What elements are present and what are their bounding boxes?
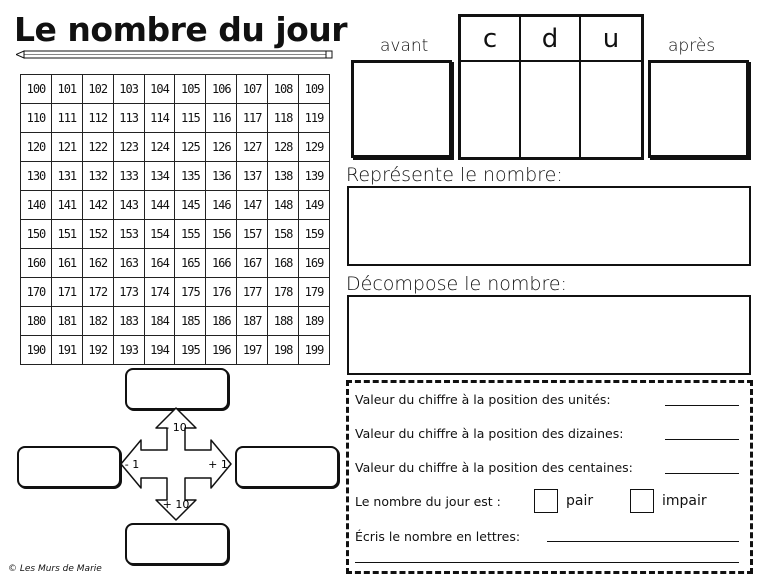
question-unites: Valeur du chiffre à la position des unités: bbox=[355, 392, 611, 407]
arrow-down-label: + 10 bbox=[162, 498, 190, 511]
pencil-icon bbox=[16, 50, 334, 60]
grid-cell: 101 bbox=[51, 75, 82, 104]
grid-cell: 199 bbox=[299, 336, 330, 365]
grid-cell: 148 bbox=[268, 191, 299, 220]
footer-credit: © Les Murs de Marie bbox=[8, 564, 102, 574]
grid-cell: 118 bbox=[268, 104, 299, 133]
decompose-box[interactable] bbox=[347, 295, 751, 375]
arrow-left-label: - 1 bbox=[124, 458, 140, 471]
grid-cell: 100 bbox=[21, 75, 52, 104]
hundreds-chart bbox=[20, 74, 330, 365]
grid-cell: 182 bbox=[82, 307, 113, 336]
grid-cell: 169 bbox=[299, 249, 330, 278]
grid-cell: 162 bbox=[82, 249, 113, 278]
grid-cell: 164 bbox=[144, 249, 175, 278]
grid-cell: 104 bbox=[144, 75, 175, 104]
grid-cell: 192 bbox=[82, 336, 113, 365]
grid-cell: 135 bbox=[175, 162, 206, 191]
grid-cell: 194 bbox=[144, 336, 175, 365]
grid-cell: 185 bbox=[175, 307, 206, 336]
represente-title: Représente le nombre: bbox=[346, 164, 563, 186]
plus-one-box[interactable] bbox=[235, 446, 339, 488]
grid-row bbox=[21, 133, 330, 162]
unites-cell[interactable] bbox=[581, 62, 641, 157]
grid-cell: 127 bbox=[237, 133, 268, 162]
pair-checkbox[interactable] bbox=[534, 489, 558, 513]
grid-cell: 196 bbox=[206, 336, 237, 365]
grid-cell: 144 bbox=[144, 191, 175, 220]
question-nombre-jour: Le nombre du jour est : bbox=[355, 494, 501, 509]
answer-line-lettres[interactable] bbox=[547, 541, 739, 542]
grid-cell: 154 bbox=[144, 220, 175, 249]
grid-cell: 128 bbox=[268, 133, 299, 162]
unites-header: u bbox=[581, 17, 641, 62]
grid-cell: 160 bbox=[21, 249, 52, 278]
grid-cell: 175 bbox=[175, 278, 206, 307]
arrow-right-label: + 1 bbox=[208, 458, 228, 471]
impair-checkbox[interactable] bbox=[630, 489, 654, 513]
grid-cell: 156 bbox=[206, 220, 237, 249]
grid-cell: 139 bbox=[299, 162, 330, 191]
grid-cell: 130 bbox=[21, 162, 52, 191]
grid-cell: 155 bbox=[175, 220, 206, 249]
grid-cell: 171 bbox=[51, 278, 82, 307]
pair-label: pair bbox=[566, 493, 594, 509]
grid-cell: 141 bbox=[51, 191, 82, 220]
grid-cell: 198 bbox=[268, 336, 299, 365]
grid-cell: 146 bbox=[206, 191, 237, 220]
plus-ten-box[interactable] bbox=[125, 523, 229, 565]
grid-cell: 121 bbox=[51, 133, 82, 162]
answer-line-lettres-2[interactable] bbox=[355, 562, 739, 563]
centaines-cell[interactable] bbox=[461, 62, 521, 157]
grid-cell: 109 bbox=[299, 75, 330, 104]
grid-cell: 142 bbox=[82, 191, 113, 220]
grid-cell: 173 bbox=[113, 278, 144, 307]
grid-cell: 108 bbox=[268, 75, 299, 104]
grid-cell: 140 bbox=[21, 191, 52, 220]
grid-cell: 110 bbox=[21, 104, 52, 133]
grid-cell: 114 bbox=[144, 104, 175, 133]
grid-cell: 129 bbox=[299, 133, 330, 162]
grid-cell: 153 bbox=[113, 220, 144, 249]
minus-one-box[interactable] bbox=[17, 446, 121, 488]
dizaines-cell[interactable] bbox=[521, 62, 581, 157]
grid-row bbox=[21, 162, 330, 191]
grid-cell: 126 bbox=[206, 133, 237, 162]
grid-cell: 105 bbox=[175, 75, 206, 104]
grid-cell: 143 bbox=[113, 191, 144, 220]
grid-cell: 157 bbox=[237, 220, 268, 249]
grid-cell: 151 bbox=[51, 220, 82, 249]
grid-cell: 103 bbox=[113, 75, 144, 104]
grid-cell: 191 bbox=[51, 336, 82, 365]
grid-cell: 195 bbox=[175, 336, 206, 365]
grid-cell: 172 bbox=[82, 278, 113, 307]
grid-cell: 183 bbox=[113, 307, 144, 336]
grid-cell: 190 bbox=[21, 336, 52, 365]
grid-cell: 188 bbox=[268, 307, 299, 336]
minus-ten-box[interactable] bbox=[125, 368, 229, 410]
grid-row bbox=[21, 278, 330, 307]
grid-cell: 170 bbox=[21, 278, 52, 307]
dizaines-header: d bbox=[521, 17, 581, 62]
grid-cell: 167 bbox=[237, 249, 268, 278]
grid-cell: 168 bbox=[268, 249, 299, 278]
grid-cell: 178 bbox=[268, 278, 299, 307]
grid-cell: 111 bbox=[51, 104, 82, 133]
grid-cell: 186 bbox=[206, 307, 237, 336]
grid-cell: 133 bbox=[113, 162, 144, 191]
grid-cell: 161 bbox=[51, 249, 82, 278]
grid-cell: 159 bbox=[299, 220, 330, 249]
decompose-title: Décompose le nombre: bbox=[346, 273, 567, 295]
grid-cell: 123 bbox=[113, 133, 144, 162]
grid-cell: 120 bbox=[21, 133, 52, 162]
grid-cell: 176 bbox=[206, 278, 237, 307]
grid-cell: 131 bbox=[51, 162, 82, 191]
grid-cell: 166 bbox=[206, 249, 237, 278]
grid-cell: 138 bbox=[268, 162, 299, 191]
grid-cell: 147 bbox=[237, 191, 268, 220]
grid-cell: 136 bbox=[206, 162, 237, 191]
grid-cell: 134 bbox=[144, 162, 175, 191]
grid-cell: 179 bbox=[299, 278, 330, 307]
grid-cell: 106 bbox=[206, 75, 237, 104]
grid-row bbox=[21, 75, 330, 104]
centaines-header: c bbox=[461, 17, 521, 62]
grid-row bbox=[21, 336, 330, 365]
grid-cell: 113 bbox=[113, 104, 144, 133]
avant-box[interactable] bbox=[351, 60, 452, 158]
grid-cell: 124 bbox=[144, 133, 175, 162]
answer-line-centaines[interactable] bbox=[665, 473, 739, 474]
grid-cell: 107 bbox=[237, 75, 268, 104]
question-dizaines: Valeur du chiffre à la position des dizaines: bbox=[355, 426, 624, 441]
answer-line-dizaines[interactable] bbox=[665, 439, 739, 440]
arrow-up-label: - 10 bbox=[165, 421, 187, 434]
answer-line-unites[interactable] bbox=[665, 405, 739, 406]
grid-row bbox=[21, 191, 330, 220]
question-centaines: Valeur du chiffre à la position des centaines: bbox=[355, 460, 633, 475]
grid-cell: 165 bbox=[175, 249, 206, 278]
grid-cell: 177 bbox=[237, 278, 268, 307]
grid-cell: 117 bbox=[237, 104, 268, 133]
grid-cell: 184 bbox=[144, 307, 175, 336]
grid-cell: 132 bbox=[82, 162, 113, 191]
questions-panel bbox=[346, 380, 753, 574]
grid-cell: 193 bbox=[113, 336, 144, 365]
represente-box[interactable] bbox=[347, 186, 751, 266]
grid-cell: 116 bbox=[206, 104, 237, 133]
grid-cell: 187 bbox=[237, 307, 268, 336]
grid-row bbox=[21, 249, 330, 278]
grid-cell: 112 bbox=[82, 104, 113, 133]
question-lettres: Écris le nombre en lettres: bbox=[355, 529, 521, 544]
grid-cell: 122 bbox=[82, 133, 113, 162]
grid-cell: 163 bbox=[113, 249, 144, 278]
grid-row bbox=[21, 307, 330, 336]
four-way-arrow-icon bbox=[118, 405, 234, 523]
grid-row bbox=[21, 220, 330, 249]
grid-cell: 181 bbox=[51, 307, 82, 336]
grid-cell: 152 bbox=[82, 220, 113, 249]
grid-cell: 150 bbox=[21, 220, 52, 249]
grid-cell: 158 bbox=[268, 220, 299, 249]
grid-cell: 102 bbox=[82, 75, 113, 104]
grid-cell: 149 bbox=[299, 191, 330, 220]
grid-cell: 125 bbox=[175, 133, 206, 162]
grid-row bbox=[21, 104, 330, 133]
grid-cell: 119 bbox=[299, 104, 330, 133]
avant-label: avant bbox=[380, 36, 429, 56]
page-title: Le nombre du jour bbox=[14, 10, 348, 49]
impair-label: impair bbox=[662, 493, 707, 509]
grid-cell: 197 bbox=[237, 336, 268, 365]
place-value-table bbox=[458, 14, 644, 160]
apres-box[interactable] bbox=[648, 60, 749, 158]
grid-cell: 180 bbox=[21, 307, 52, 336]
grid-cell: 189 bbox=[299, 307, 330, 336]
grid-cell: 115 bbox=[175, 104, 206, 133]
grid-cell: 137 bbox=[237, 162, 268, 191]
grid-cell: 145 bbox=[175, 191, 206, 220]
grid-cell: 174 bbox=[144, 278, 175, 307]
apres-label: après bbox=[668, 36, 716, 56]
